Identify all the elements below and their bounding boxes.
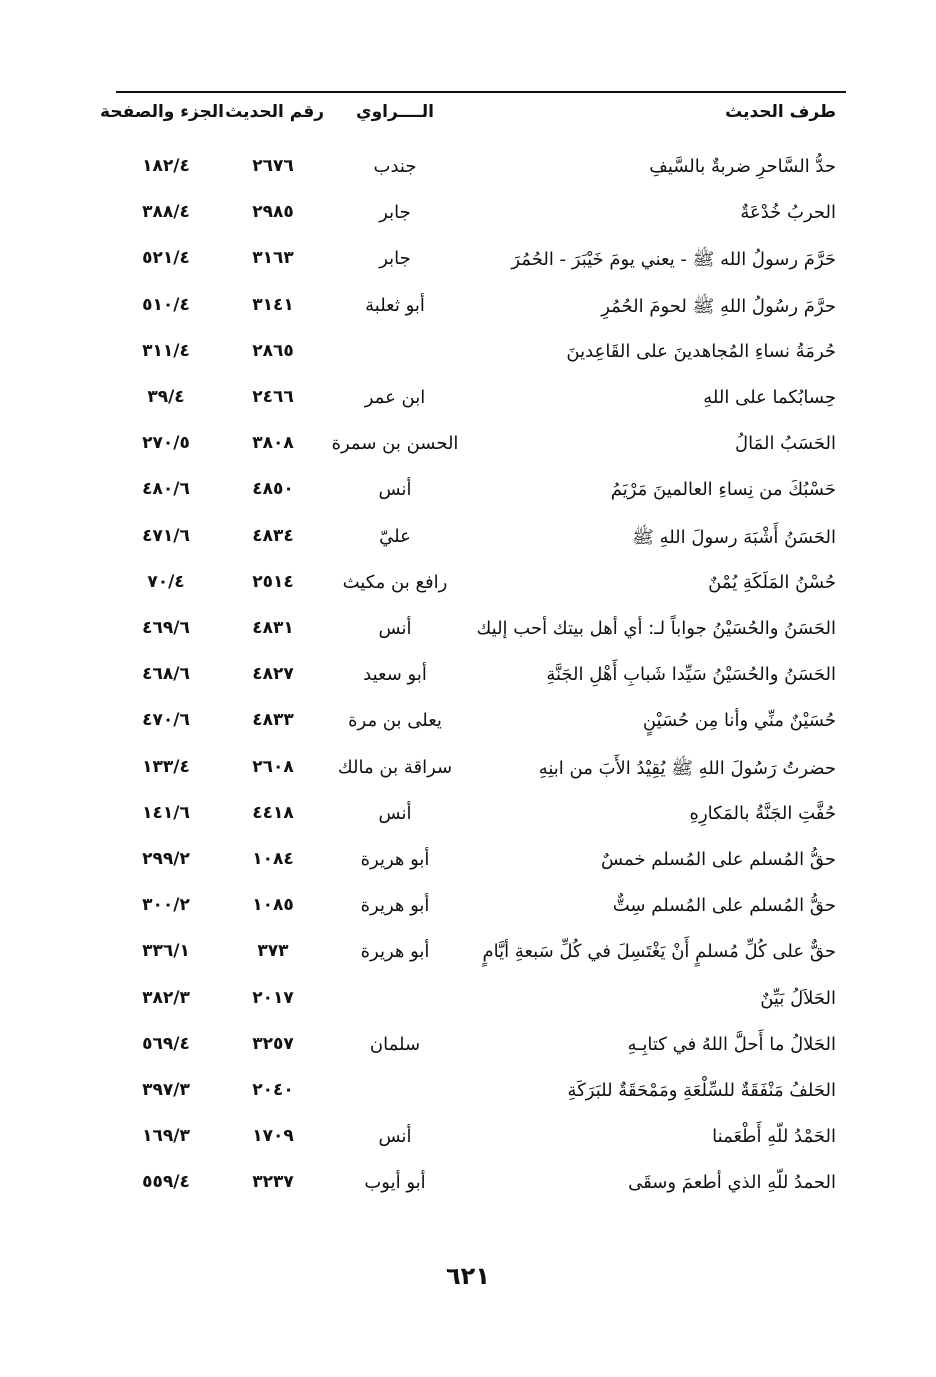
- table-row: [0, 887, 936, 933]
- reference-cell: ٤٦٩/٦: [142, 618, 190, 638]
- rawi-cell: أنس: [378, 802, 412, 824]
- reference-cell: ١٣٣/٤: [142, 756, 190, 777]
- number-cell: ٢٨٦٥: [252, 340, 294, 361]
- hadith-cell: حُفَّتِ الجَنَّةُ بالمَكارِهِ: [689, 802, 836, 824]
- hadith-cell: حَسْبُكَ من نِساءِ العالمينَ مَرْيَمُ: [610, 479, 836, 501]
- number-cell: ١٠٨٥: [252, 895, 294, 916]
- number-cell: ٤٨٣٣: [252, 710, 294, 731]
- table-row: [0, 933, 936, 979]
- header-rawi: الــــراوي: [355, 102, 434, 122]
- number-cell: ٣٨٠٨: [252, 433, 294, 454]
- rawi-cell: جابر: [379, 202, 411, 224]
- table-row: [0, 702, 936, 748]
- rawi-cell: أبو هريرة: [360, 941, 430, 963]
- hadith-cell: حَرَّمَ رسولُ الله ﷺ - يعني يومَ خَيْبَرَ - الحُمُرَ: [511, 249, 836, 271]
- reference-cell: ٤٨٠/٦: [142, 479, 190, 500]
- number-cell: ٢٥١٤: [252, 571, 294, 592]
- hadith-cell: حقُّ المُسلم على المُسلم خمسٌ: [601, 849, 836, 870]
- table-row: [0, 749, 936, 795]
- reference-cell: ٣٩٧/٣: [142, 1080, 190, 1100]
- reference-cell: ٥٥٩/٤: [142, 1172, 190, 1193]
- table-row: [0, 1164, 936, 1210]
- number-cell: ٤٤١٨: [252, 802, 294, 823]
- hadith-cell: حرَّمَ رسُولُ اللهِ ﷺ لحومَ الحُمُرِ: [601, 295, 836, 317]
- number-cell: ٢٦٠٨: [252, 756, 294, 777]
- top-rule: [116, 91, 846, 93]
- header-hadith: طرف الحديث: [725, 102, 836, 122]
- hadith-cell: حضرتُ رَسُولَ اللهِ ﷺ يُقِيْدُ الأَبَ من ابنِهِ: [538, 757, 836, 779]
- table-row: [0, 287, 936, 333]
- number-cell: ٤٨٣٤: [252, 525, 294, 546]
- header-ref: الجزء والصفحة: [100, 102, 224, 122]
- number-cell: ٢٦٧٦: [252, 156, 294, 176]
- table-row: [0, 471, 936, 517]
- rawi-cell: أنس: [378, 618, 412, 639]
- reference-cell: ٣٨٢/٣: [142, 987, 190, 1008]
- number-cell: ٢٠٤٠: [252, 1080, 294, 1100]
- table-row: [0, 1118, 936, 1164]
- number-cell: ٣٢٣٧: [252, 1172, 294, 1193]
- hadith-cell: حقٌّ على كُلِّ مُسلمٍ أَنْ يَغْتَسِلَ في كُلِّ سَبعةِ أيَّامٍ: [482, 941, 836, 963]
- reference-cell: ١٨٢/٤: [142, 156, 190, 176]
- rawi-cell: رافع بن مكيث: [342, 571, 448, 593]
- rawi-cell: أنس: [378, 1126, 412, 1148]
- hadith-cell: الحَلاَلُ بَيِّنٌ: [760, 987, 836, 1009]
- reference-cell: ٤٧١/٦: [142, 525, 190, 546]
- table-row: [0, 333, 936, 379]
- reference-cell: ٤٧٠/٦: [142, 710, 190, 731]
- hadith-cell: حِسابُكما على اللهِ: [703, 387, 836, 408]
- number-cell: ٤٨٣١: [252, 618, 294, 638]
- table-row: [0, 194, 936, 240]
- reference-cell: ٧٠/٤: [147, 571, 185, 592]
- reference-cell: ١٦٩/٣: [142, 1126, 190, 1147]
- reference-cell: ٣١١/٤: [142, 340, 190, 361]
- number-cell: ١٧٠٩: [252, 1126, 294, 1147]
- reference-cell: ٥١٠/٤: [142, 294, 190, 315]
- reference-cell: ٣٨٨/٤: [142, 202, 190, 223]
- rawi-cell: أبو أيوب: [364, 1172, 426, 1194]
- number-cell: ٣١٦٣: [252, 248, 294, 269]
- rawi-cell: عليّ: [379, 525, 411, 547]
- table-row: [0, 1072, 936, 1118]
- rawi-cell: أبو ثعلبة: [365, 294, 425, 316]
- hadith-cell: الحَمْدُ للّهِ أَطْعَمنا: [712, 1126, 836, 1148]
- number-cell: ٣٧٣: [257, 941, 289, 962]
- hadith-cell: الحمدُ للّهِ الذي أطعمَ وسقَى: [628, 1172, 836, 1194]
- reference-cell: ٢٩٩/٢: [142, 849, 190, 869]
- page-number: ٦٢١: [446, 1262, 490, 1290]
- table-row: [0, 425, 936, 471]
- table-row: [0, 240, 936, 286]
- hadith-cell: الحَسَنُ أَشْبَهَ رسولَ اللهِ ﷺ: [632, 526, 836, 548]
- rawi-cell: أبو سعيد: [363, 664, 427, 686]
- rawi-cell: أنس: [378, 479, 412, 501]
- hadith-cell: الحَسَنُ والحُسَيْنُ جواباً لـ: أي أهل بيتك أحب إليك: [476, 618, 836, 639]
- hadith-cell: حُسْنُ المَلَكَةِ يُمْنٌ: [708, 571, 836, 593]
- reference-cell: ٣٠٠/٢: [142, 895, 190, 916]
- table-row: [0, 841, 936, 887]
- reference-cell: ٥٦٩/٤: [142, 1033, 190, 1054]
- hadith-cell: حقُّ المُسلم على المُسلم سِتٌّ: [612, 895, 836, 917]
- table-row: [0, 379, 936, 425]
- hadith-cell: الحَسَنُ والحُسَيْنُ سَيِّدا شَبابِ أَهْلِ الجَنَّةِ: [546, 664, 836, 686]
- reference-cell: ٣٩/٤: [147, 387, 185, 407]
- table-row: [0, 1026, 936, 1072]
- table-row: [0, 795, 936, 841]
- rawi-cell: سلمان: [369, 1033, 421, 1055]
- reference-cell: ٤٦٨/٦: [142, 664, 190, 685]
- rawi-cell: الحسن بن سمرة: [331, 433, 459, 455]
- hadith-cell: حُرمَةُ نساءِ المُجاهدينَ على القَاعِدينَ: [566, 340, 836, 362]
- hadith-cell: حدُّ السَّاحرِ ضربةٌ بالسَّيفِ: [649, 156, 836, 177]
- rawi-cell: جابر: [379, 248, 411, 270]
- number-cell: ٤٨٥٠: [252, 479, 294, 500]
- table-row: [0, 656, 936, 702]
- hadith-cell: الحربُ خُدْعَةٌ: [740, 202, 836, 224]
- number-cell: ٣٢٥٧: [252, 1033, 294, 1054]
- rawi-cell: أبو هريرة: [360, 895, 430, 917]
- number-cell: ١٠٨٤: [252, 849, 294, 869]
- rawi-cell: أبو هريرة: [360, 849, 430, 870]
- reference-cell: ٣٣٦/١: [142, 941, 190, 962]
- hadith-cell: حُسَيْنٌ منِّي وأنا مِن حُسَيْنٍ: [642, 710, 836, 732]
- rawi-cell: جندب: [373, 156, 417, 177]
- table-row: [0, 564, 936, 610]
- hadith-cell: الحَسَبُ المَالُ: [734, 433, 836, 455]
- rawi-cell: يعلى بن مرة: [348, 710, 442, 732]
- number-cell: ٢٠١٧: [252, 987, 294, 1008]
- hadith-cell: الحَلالُ ما أَحلَّ اللهُ في كتابِـهِ: [627, 1033, 836, 1055]
- reference-cell: ٥٢١/٤: [142, 248, 190, 269]
- header-num: رقم الحديث: [225, 102, 324, 122]
- number-cell: ٤٨٢٧: [252, 664, 294, 685]
- table-row: [0, 148, 936, 194]
- hadith-cell: الحَلفُ مَنْفَقَةٌ للسِّلْعَةِ ومَمْحَقَةٌ للبَرَكَةِ: [567, 1080, 836, 1101]
- rawi-cell: ابن عمر: [364, 387, 426, 408]
- reference-cell: ١٤١/٦: [142, 802, 190, 823]
- table-row: [0, 980, 936, 1026]
- rawi-cell: سراقة بن مالك: [337, 756, 453, 778]
- number-cell: ٣١٤١: [252, 294, 294, 315]
- table-row: [0, 518, 936, 564]
- table-row: [0, 610, 936, 656]
- number-cell: ٢٩٨٥: [252, 202, 294, 223]
- reference-cell: ٢٧٠/٥: [142, 433, 190, 454]
- number-cell: ٢٤٦٦: [252, 387, 294, 407]
